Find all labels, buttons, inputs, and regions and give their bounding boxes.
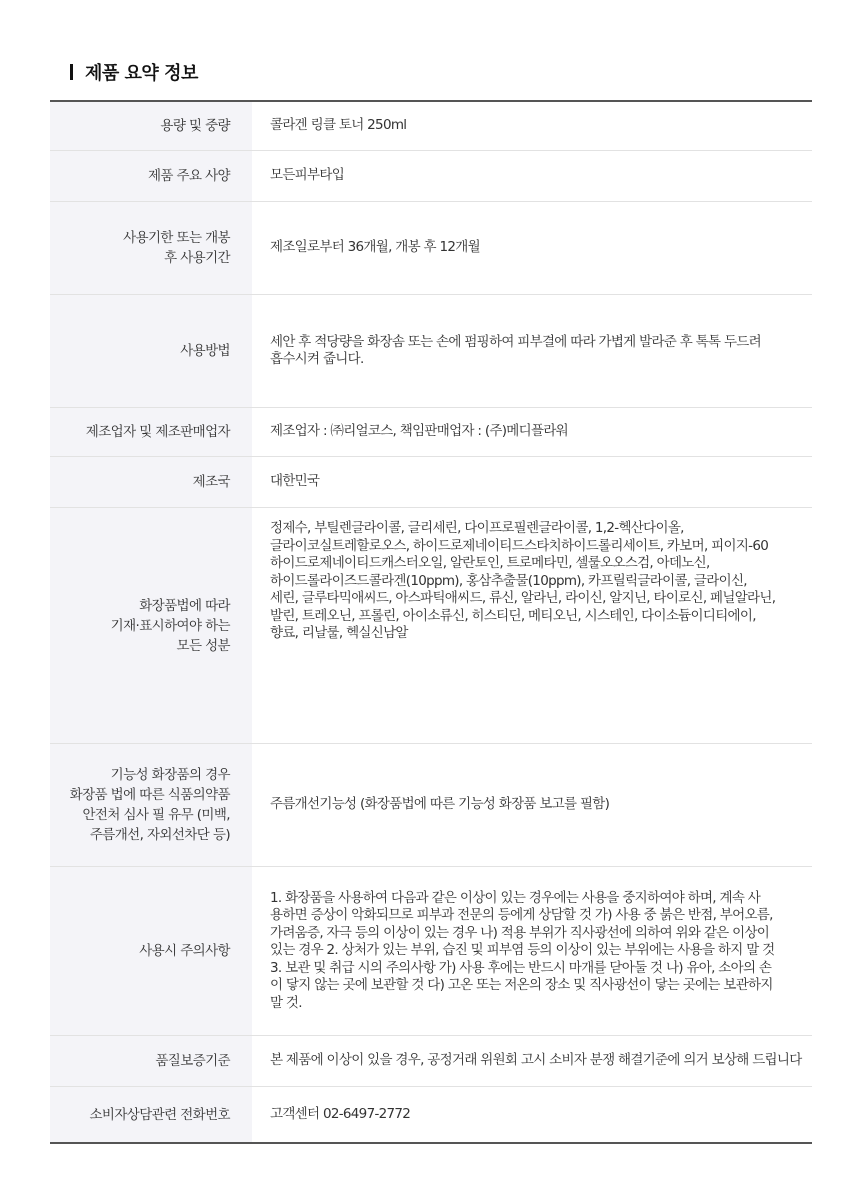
row-value: 고객센터 02-6497-2772 — [270, 1105, 411, 1122]
table-row-functional — [50, 744, 812, 867]
table-row-spec — [50, 151, 812, 202]
table-row-country — [50, 457, 812, 508]
row-label: 기능성 화장품의 경우 화장품 법에 따른 식품의약품 안전처 심사 필 유무 (미백, 주름개선, 자외선차단 등) — [50, 744, 252, 866]
table-row-usage — [50, 295, 812, 408]
row-label: 소비자상담관련 전화번호 — [50, 1087, 252, 1142]
row-value: 1. 화장품을 사용하여 다음과 같은 이상이 있는 경우에는 사용을 중지하여야 하며, 계속 사 용하면 증상이 악화되므로 피부과 전문의 등에게 상담할 것 가) 사용 중 붉은 반점, 부어오름, 가려움증, 자극 등의 이상이 있는 경우 나) 적용 부위가 직사광선에 의하여 위와 같은 이상이 있는 경우 2. 상처가 있는 부위, 습진 및 피부염 등의 이상이 있는 부위에는 사용을 하지 말 것 3. 보관 및 취급 시의 주의사항 가) 사용 후에는 반드시 마개를 닫아둘 것 나) 유아, 소아의 손 이 닿지 않는 곳에 보관할 것 다) 고온 또는 저온의 장소 및 직사광선이 닿는 곳에는 보관하지 말 것. — [270, 889, 775, 1011]
row-value: 주름개선기능성 (화장품법에 따른 기능성 화장품 보고를 필함) — [270, 796, 610, 813]
row-label: 사용방법 — [50, 295, 252, 407]
row-value: 제조업자 : ㈜리얼코스, 책임판매업자 : (주)메디플라워 — [270, 423, 568, 440]
title-accent-bar — [70, 64, 73, 80]
table-row-contact — [50, 1087, 812, 1142]
row-value: 정제수, 부틸렌글라이콜, 글리세린, 다이프로필렌글라이콜, 1,2-헥산다이올, 글라이코실트레할로오스, 하이드로제네이티드스타치하이드롤리세이트, 카보머, 피이지-60 하이드로제네이티드캐스터오일, 알란토인, 트로메타민, 셀룰오오스검, 아데노신, 하이드롤라이즈드콜라겐(10ppm), 홍삼추출물(10ppm), 카프릴릭글라이콜, 글라이신, 세린, 글루타믹애씨드, 아스파틱애씨드, 류신, 알라닌, 라이신, 알지닌, 타이로신, 페닐알라닌, 발린, 트레오닌, 프롤린, 아이소류신, 히스티딘, 메티오닌, 시스테인, 다이소듐이디티에이, 향료, 리날룰, 헥실신남알 — [270, 520, 776, 641]
row-value: 본 제품에 이상이 있을 경우, 공정거래 위원회 고시 소비자 분쟁 해결기준에 의거 보상해 드립니다 — [270, 1052, 802, 1069]
row-label: 제조업자 및 제조판매업자 — [50, 408, 252, 456]
table-row-capacity — [50, 102, 812, 151]
table-row-expiry — [50, 202, 812, 295]
row-label: 화장품법에 따라 기재·표시하여야 하는 모든 성분 — [50, 508, 252, 743]
row-value: 대한민국 — [270, 473, 320, 490]
row-label: 사용시 주의사항 — [50, 867, 252, 1035]
row-label: 사용기한 또는 개봉 후 사용기간 — [50, 202, 252, 294]
table-row-ingredients — [50, 508, 812, 744]
row-label: 제조국 — [50, 457, 252, 507]
table-row-quality — [50, 1036, 812, 1087]
row-label: 용량 및 중량 — [50, 102, 252, 150]
product-info-table — [50, 100, 812, 1144]
section-title-text: 제품 요약 정보 — [85, 63, 198, 84]
table-row-precautions — [50, 867, 812, 1036]
row-label: 품질보증기준 — [50, 1036, 252, 1086]
row-value: 모든피부타입 — [270, 167, 345, 184]
row-label: 제품 주요 사양 — [50, 151, 252, 201]
table-row-manufacturer — [50, 408, 812, 457]
row-value: 콜라겐 링클 토너 250ml — [270, 117, 407, 134]
row-value: 제조일로부터 36개월, 개봉 후 12개월 — [270, 239, 480, 256]
section-title — [70, 59, 198, 85]
row-value: 세안 후 적당량을 화장솜 또는 손에 펌핑하여 피부결에 따라 가볍게 발라준 후 톡톡 두드려 흡수시켜 줍니다. — [270, 333, 761, 367]
